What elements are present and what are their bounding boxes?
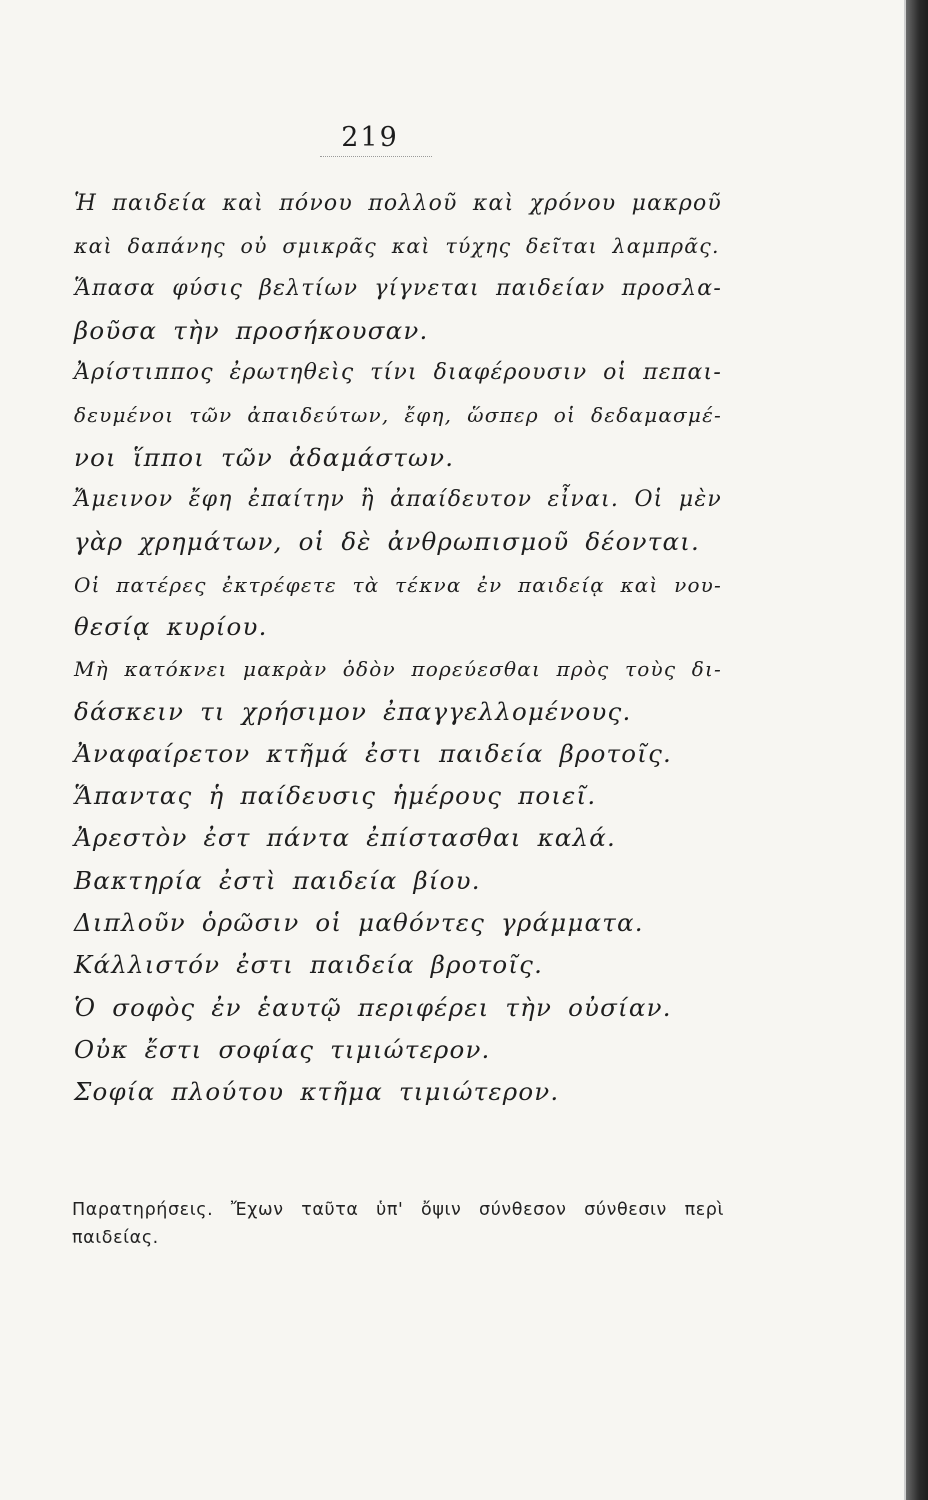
notes-line: παιδείας. bbox=[72, 1228, 159, 1248]
text-line: Οὐκ ἔστι σοφίας τιμιώτερον. bbox=[74, 1034, 491, 1064]
text-line: Κάλλιστόν ἐστι παιδεία βροτοῖς. bbox=[74, 950, 544, 980]
text-line: Ἀναφαίρετον κτῆμά ἐστι παιδεία βροτοῖς. bbox=[74, 738, 672, 768]
header-rule bbox=[320, 156, 432, 157]
text-line: γὰρ χρημάτων, οἱ δὲ ἀνθρωπισμοῦ δέονται. bbox=[74, 527, 700, 557]
text-line: Ἅπασα φύσις βελτίων γίγνεται παιδείαν προσλα- bbox=[74, 275, 722, 301]
page-number: 219 bbox=[341, 122, 399, 153]
text-line: Ἅπαντας ἡ παίδευσις ἡμέρους ποιεῖ. bbox=[74, 781, 597, 811]
text-line: Μὴ κατόκνει μακρὰν ὁδὸν πορεύεσθαι πρὸς τοὺς δι- bbox=[74, 657, 722, 682]
text-line: Οἱ πατέρες ἐκτρέφετε τὰ τέκνα ἐν παιδείᾳ καὶ νου- bbox=[74, 572, 722, 597]
text-line: Σοφία πλούτου κτῆμα τιμιώτερον. bbox=[74, 1077, 560, 1107]
body-text bbox=[74, 183, 722, 1114]
notes-section bbox=[72, 1196, 724, 1252]
text-line: Διπλοῦν ὁρῶσιν οἱ μαθόντες γράμματα. bbox=[74, 908, 644, 938]
text-line: Βακτηρία ἐστὶ παιδεία βίου. bbox=[74, 865, 481, 895]
text-line: Ἄμεινον ἔφη ἐπαίτην ἢ ἀπαίδευτον εἶναι. Οἱ μὲν bbox=[74, 487, 722, 513]
text-line: δευμένοι τῶν ἀπαιδεύτων, ἔφη, ὥσπερ οἱ δεδαμασμέ- bbox=[74, 403, 722, 428]
text-line: Ἀρεστὸν ἐστ πάντα ἐπίστασθαι καλά. bbox=[74, 823, 616, 853]
text-line: Ὁ σοφὸς ἐν ἑαυτῷ περιφέρει τὴν οὐσίαν. bbox=[74, 992, 672, 1022]
text-line: θεσίᾳ κυρίου. bbox=[74, 611, 268, 641]
text-line: Ἡ παιδεία καὶ πόνου πολλοῦ καὶ χρόνου μακροῦ bbox=[74, 191, 722, 216]
text-line: Ἀρίστιππος ἐρωτηθεὶς τίνι διαφέρουσιν οἱ πεπαι- bbox=[74, 360, 722, 386]
text-line: δάσκειν τι χρήσιμον ἐπαγγελλομένους. bbox=[74, 696, 632, 726]
scan-edge bbox=[906, 0, 928, 1500]
notes-line: Παρατηρήσεις. Ἔχων ταῦτα ὑπ' ὄψιν σύνθεσον σύνθεσιν περὶ bbox=[72, 1200, 724, 1220]
text-line: βοῦσα τὴν προσήκουσαν. bbox=[74, 315, 429, 345]
text-line: νοι ἵπποι τῶν ἀδαμάστων. bbox=[74, 442, 455, 472]
text-line: καὶ δαπάνης οὐ σμικρᾶς καὶ τύχης δεῖται λαμπρᾶς. bbox=[74, 234, 720, 259]
